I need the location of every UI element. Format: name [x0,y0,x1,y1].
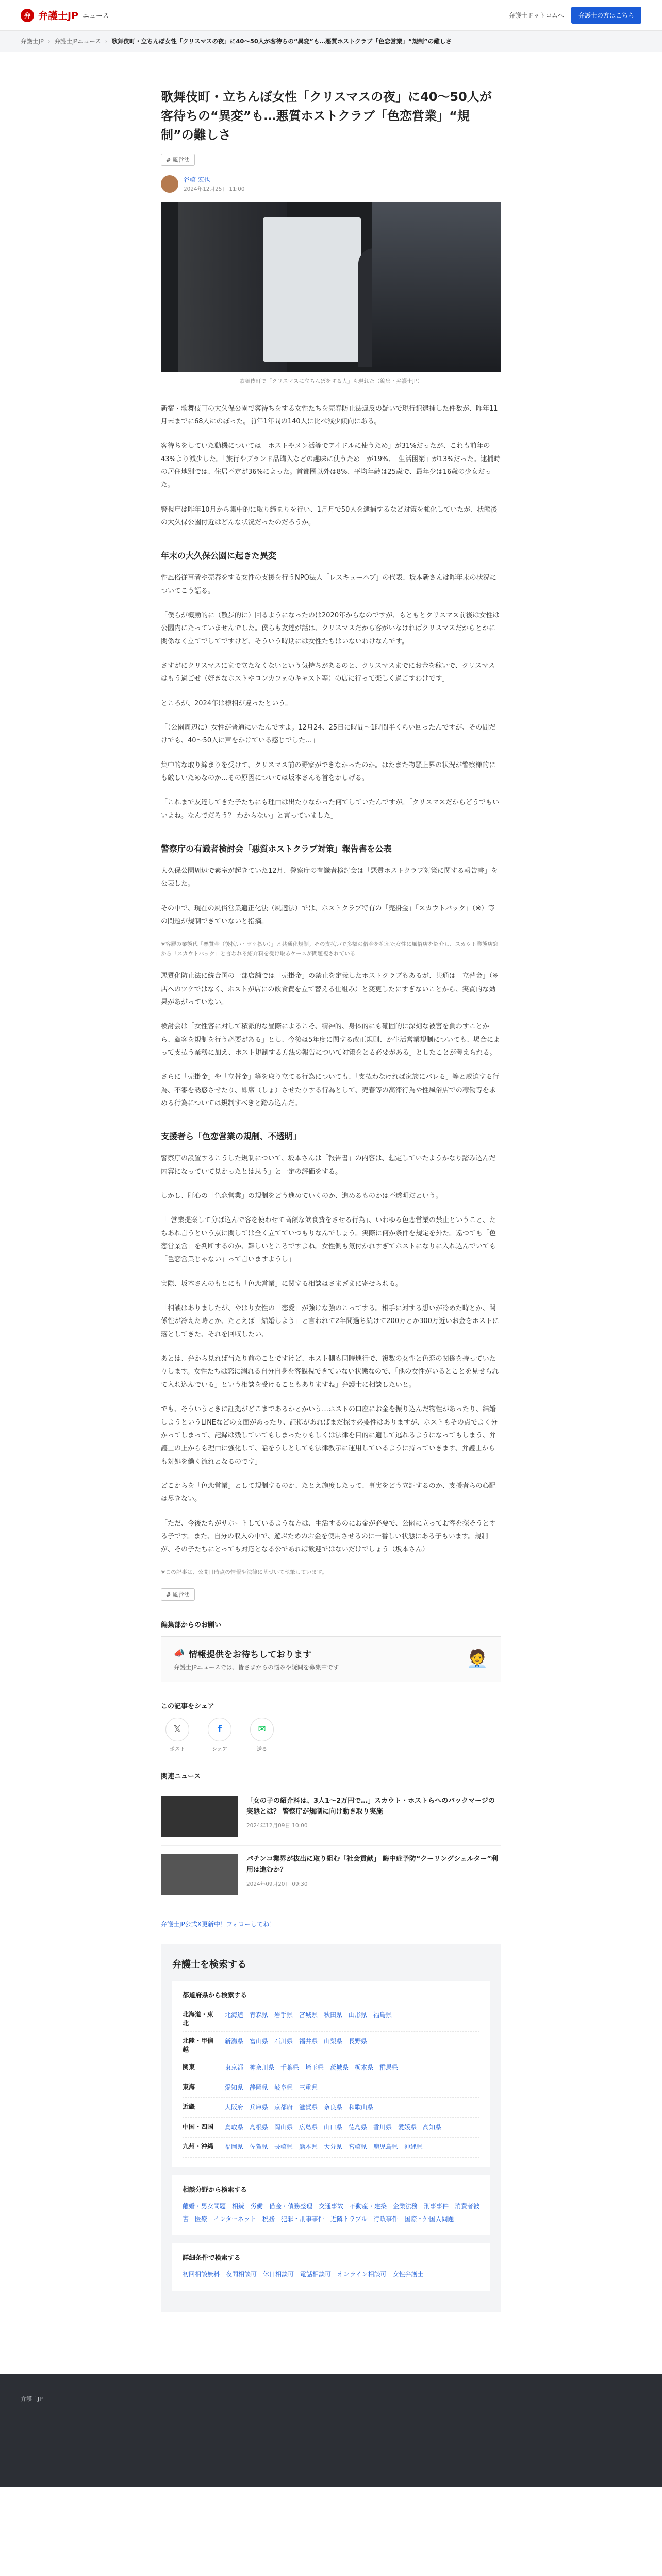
related-title: 「女の子の紹介料は、3人1～2万円で…」スカウト・ホストらへのバックマージの実態とは？ 警察庁が規制に向け動き取り実施 [246,1797,495,1816]
region-prefs[interactable]: 新潟県 富山県 石川県 福井県 山梨県 長野県 [225,2037,368,2045]
region-name: 関東 [183,2063,195,2071]
megaphone-icon: 📣 [174,1648,185,1659]
request-section-label: 編集部からのお願い [161,1621,222,1629]
request-title-text: 情報提供をお待ちしております [189,1649,312,1660]
related-title: パチンコ業界が抜出に取り組む「社会貢献」 晦中症予防“クーリングシェルター”利用は進むか？ [246,1855,498,1874]
chevron-right-icon: › [47,38,51,45]
footer-brand: 弁護士JP [21,2395,43,2402]
region-name: 中国・四国 [183,2123,214,2130]
info-request-banner[interactable] [161,1636,501,1682]
region-prefs[interactable]: 東京都 神奈川県 千葉県 埼玉県 茨城県 栃木県 群馬県 [225,2063,399,2071]
section-heading: 年末の大久保公園に起きた異変 [161,551,277,561]
related-thumbnail [161,1854,238,1895]
article-paragraph: 「（公園周辺に）女性が普通にいたんですよ。12月24、25日に時間～1時間半くらい回ったんですが、その間だけでも、40～50人に声をかけている感じでした…」 [161,724,496,745]
publish-date: 2024年12月25日 11:00 [184,185,245,192]
region-name: 東海 [183,2083,195,2091]
article-paragraph: その中で、現在の風俗営業適正化法（風適法）では、ホストクラブ特有の「売掛金」「スカウトバック」（※）等の問題が規制できていないと指摘。 [161,904,495,926]
field-links[interactable]: 離婚・男女問題 相続 労働 借金・債務整理 交通事故 不動産・建築 企業法務 刑事事件 消費者被害 医療 インターネット 税務 犯罪・刑事事件 近隣トラブル 行政事件 国際・外国人問題 [183,2202,480,2223]
article-paragraph: でも、そういうときに証拠がどこまであるかとかいう…ホストの口座にお金を振り込んだ物性があったり、結婚しようというLINEなどの文面があったり、証拠があればまだ探す必要性はありますが、ホストもその点でよく分かってしまって、記録は残していてもしまったりもしくは法律を目的に適して逃れるようになってもしまう、弁護士の上からも理由に強化して、話をうしとしても法律教示に運用しているように持っていきます、弁護士からも対処を働く流れとなるのです」 [161,1405,498,1466]
related-article[interactable] [161,1846,501,1904]
hero-vending-machine [263,217,361,362]
article-tag-bottom[interactable]: # 風営法 [161,1588,195,1601]
line-logo-icon: ✉ [250,1718,274,1741]
hero-caption: 歌舞伎町で「クリスマスに立ちんぼをする人」も現れた（編集・弁護士JP） [239,378,423,384]
lawyer-search [161,1944,501,2312]
site-logo[interactable] [21,8,109,22]
article-paragraph: 客待ちをしていた動機については「ホストやメン活等でアイドルに使うため」が31%だったが、これも前年の43%より減少した。「旅行やブランド品購入などの趣味に使うため」が19%、「生活困窮」が13%だった。逮捕時の居住地別では、住居不定が36%によった。首都圏以外は8%、平均年齢は25歳で、最年少は16歳の少女だった。 [161,442,501,489]
author-name[interactable]: 谷崎 宏也 [184,176,210,183]
avatar [161,175,178,193]
breadcrumb [0,31,662,52]
lawyer-search-title: 弁護士を検索する [172,1959,246,1970]
article-paragraph: どこからを「色恋営業」として規制するのか、たとえ施度したって、事実をどう立証するのか、支援者らの心配は尽きない。 [161,1482,496,1503]
bengo4-top-link[interactable]: 弁護士ドットコムへ [508,12,564,19]
footnote: ※客層の業態代「悪質金（後払い・ツケ払い）」と共通化規制。その支払いで多額の借金を抱えた女性に風俗店を紹介し、スカウト業態店窓から「スカウトバック」と言われる紹介料を受け取るケースが問題視されている [161,941,499,957]
region-row [183,2032,479,2058]
person-illustration-icon: 🧑‍💼 [466,1649,488,1670]
article-paragraph: ところが、2024年は様相が違ったという。 [161,699,292,707]
disclaimer: ※この記事は、公開日時点の情報や法律に基づいて執筆しています。 [161,1569,327,1575]
condition-links[interactable]: 初回相談無料 夜間相談可 休日相談可 電話相談可 オンライン相談可 女性弁護士 [183,2270,424,2278]
follow-x-link[interactable]: 弁護士JP公式X更新中！フォローしてね！ [161,1920,276,1928]
article-paragraph: あとは、弁から見れば当たり前のことですけど、ホスト側も同時進行で、複数の女性と色恋の関係を持っていたりします。女性たちは恋に溺れる自分自身を客観視できていない状態なので、「他の女性がいるとことを見せられて入れ込んでいる」という相談を受けることもありますね」弁護士に相談したいと。 [161,1355,499,1389]
article-paragraph: 警視庁は昨年10月から集中的に取り締まりを行い、1月月で50人を逮捕するなど対策を強化していたが、状態後の大久保公園付近はどんな状況だったのだろうか。 [161,505,498,527]
logo-text: 弁護士JP [38,10,78,22]
article-paragraph: 「ただ、今後たちがサポートしているような方は、生活するのにお金が必要で、公園に立ってお客を探そうとする子です。また、自分の収入の中で、遊ぶためのお金を使用させるのに一番しい状態にある子もいます。規制が、その子たちにとっても対応となる公であれば歓迎ではないだけでしょう（坂本さん） [161,1519,496,1554]
region-row [183,2118,479,2138]
breadcrumb-home[interactable]: 弁護士JP [21,38,44,45]
article-paragraph: 新宿・歌舞伎町の大久保公園で客待ちをする女性たちを売春防止法違反の疑いで現行犯逮捕した件数が、昨年11月末までに68人にのぼった。前年1年間の140人に比べ減少傾向にある。 [161,404,498,426]
article-title: 歌舞伎町・立ちんぼ女性「クリスマスの夜」に40～50人が客待ちの“異変”も…悪質ホストクラブ「色恋営業」“規制”の難しさ [161,90,492,143]
header-actions [509,7,641,24]
region-prefs[interactable]: 福岡県 佐賀県 長崎県 熊本県 大分県 宮崎県 鹿児島県 沖縄県 [225,2143,423,2151]
share-line-label: 送る [257,1746,267,1752]
share-facebook-button[interactable] [203,1718,236,1752]
share-x-label: ポスト [170,1746,185,1752]
pref-search-heading: 都道府県から検索する [183,1991,247,1999]
article-paragraph: 悪質化防止法に統合国の一部店舗では「売掛金」の禁止を定義したホストクラブもあるが、共通は「立替金」（※店へのツケではなく、ホストが店にの飲食費を立て替える仕組み）と変更したにすぎないことから、実質的な効果があがっていない。 [161,972,499,1006]
article-paragraph: しかし、肝心の「色恋営業」の規制をどう進めていくのか、進めるものかは不透明だという。 [161,1192,443,1200]
share-line-button[interactable] [245,1718,278,1752]
article-paragraph: 「相談はありましたが、やはり女性の「恋愛」が強けな強のこってする。相手に対する想いが冷めた時とか、関係性が冷えた時とか、たとえば「結婚しよう」と言われて2年間過ち続けて200万とか300万近いお金をホストに落としてきた、それを回収したい、 [161,1304,499,1338]
article-paragraph: 「これまで友達してきた子たちにも理由は出たりなかった何てしていたんですが。「クリスマスだからどうでもいいよね。なんでだろう？ わからない」と言っていました」 [161,799,499,820]
region-row [183,2006,479,2032]
request-subtitle: 弁護士JPニュースでは、皆さまからの悩みや疑問を募集中です [174,1663,339,1671]
hero-bg-right [372,202,501,372]
region-name: 北陸・甲信越 [183,2037,214,2053]
author-block [161,175,501,193]
region-prefs[interactable]: 鳥取県 島根県 岡山県 広島県 山口県 徳島県 香川県 愛媛県 高知県 [225,2123,442,2131]
share-facebook-label: シェア [212,1746,227,1752]
article-paragraph: 「「営業提案して分ば込んで客を使わせて高額な飲食費をさせる行為」、いわゆる色恋営業の禁止ということ、たちあれ言うという点に関しては全く立てていつもりなんでしょう。実際に何か条件を規定を外た。遠つても「色恋営業営」を判断するのか、難しいところですよね。女性側も気付かれすぎてホストになりに入れ込んでいても「色恋営業じゃない」って言いますようし」 [161,1216,496,1264]
article-paragraph: 検討会は「女性客に対して積派的な昼際によるこそ、精神的、身体的にも確固的に深刻な被害を負わすことから、顧客を規制を行う必要がある」とし、今後は5年度に関する改正規則、か生活営業規制についても、場合によって支払う業務に加え、ホスト規制する方法の報告について対策をとる必要がある」としたことが考えられる。 [161,1023,501,1057]
pref-search-card [172,1981,490,2167]
region-prefs[interactable]: 大阪府 兵庫県 京都府 滋賀県 奈良県 和歌山県 [225,2104,374,2111]
breadcrumb-current: 歌舞伎町・立ちんぼ女性「クリスマスの夜」に40～50人が客待ちの“異変”も…悪質ホストクラブ「色恋営業」“規制”の難しさ [111,38,452,45]
related-date: 2024年12月09日 10:00 [246,1822,308,1829]
region-row [183,2078,479,2098]
article-paragraph: 実際、坂本さんのもとにも「色恋営業」に関する相談はさまざまに寄せられる。 [161,1280,403,1288]
section-heading: 支援者ら「色恋営業の規制、不透明」 [161,1131,302,1142]
site-footer [0,2374,662,2487]
breadcrumb-news[interactable]: 弁護士JPニュース [54,38,101,45]
article-paragraph: さらに「売掛金」や「立替金」等を取り立てる行為についても、「支払わなければ家族にバレる」等と威迫する行為、不審を誘惑させたり、即席（しょ）させたりする行為として、売春等の高滞行為や性風俗店での稼働等を求める行為については規制すべきと踏み込んだ。 [161,1073,500,1107]
region-row [183,2138,479,2158]
share-label: この記事をシェア [161,1702,214,1710]
related-label: 関連ニュース [161,1772,201,1781]
request-title [174,1647,339,1660]
article-tag[interactable]: # 風営法 [161,154,195,166]
article-main [161,52,501,2343]
lawyer-login-button[interactable]: 弁護士の方はこちら [571,7,641,24]
article-paragraph: 性風俗従事者や売春をする女性の支援を行うNPO法人「レスキューハブ」の代表、坂本新さんは昨年末の状況についてこう語る。 [161,574,496,595]
logo-sub: ニュース [82,12,109,20]
region-name: 九州・沖縄 [183,2143,214,2150]
facebook-logo-icon: f [208,1718,231,1741]
condition-search-heading: 詳細条件で検索する [183,2253,241,2262]
section-heading: 警察庁の有識者検討会「悪質ホストクラブ対策」報告書を公表 [161,844,392,854]
related-thumbnail [161,1796,238,1837]
region-name: 北海道・東北 [183,2010,214,2027]
article-paragraph: さすがにクリスマスにまで立たなくないという気持ちがあるのと、クリスマスまでにお金を稼いで、クリスマスはもう過ごせ（好きなホストやコンカフェのキャスト等）の店に行って楽しく過ごすわけです」 [161,662,495,683]
related-date: 2024年09月20日 09:30 [246,1880,308,1887]
region-prefs[interactable]: 愛知県 静岡県 岐阜県 三重県 [225,2083,318,2091]
article-paragraph: 大久保公園周辺で素室が起きていた12月、警察庁の有識者検討会は「悪質ホストクラブ対策に関する報告書」を公表した。 [161,867,498,888]
article-paragraph: 「僕らが機動的に（散歩的に）回るようになったのは2020年からなのですが、もともとクリスマス前後は女性は公園内にたっていませんでした。僕らも友達が話は、クリスマスだから客がいなければクリスマスだからとかに関係なく立てでしてですけど、そういう時期には女性たちはいないわけなんです。 [161,612,500,646]
hero-image [161,202,501,372]
article-paragraph: 警察庁の設置するこうした規制について、坂本さんは「報告書」の内容は、想定していたようかなり踏み込んだ内容になっていて見かったとは思う」と一定の評価をする。 [161,1155,496,1176]
field-search-heading: 相談分野から検索する [183,2185,247,2193]
related-article[interactable] [161,1788,501,1846]
site-header [0,0,662,31]
condition-search-card [172,2243,490,2290]
share-buttons [161,1718,501,1752]
region-prefs[interactable]: 北海道 青森県 岩手県 宮城県 秋田県 山形県 福島県 [225,2011,392,2019]
x-logo-icon: 𝕏 [166,1718,189,1741]
field-search-card [172,2175,490,2235]
region-row [183,2098,479,2118]
article-paragraph: 集中的な取り締まりを受けて、クリスマス前の野家ができなかったのか。はたまた物騒上界の状況が警察様的にも厳しいためなのか…その原因については坂本さんも首をかしげる。 [161,761,496,783]
chevron-right-icon: › [105,38,108,45]
share-x-button[interactable] [161,1718,194,1752]
region-row [183,2058,479,2078]
logo-mark-icon: 弁 [21,9,34,22]
region-name: 近畿 [183,2103,195,2111]
